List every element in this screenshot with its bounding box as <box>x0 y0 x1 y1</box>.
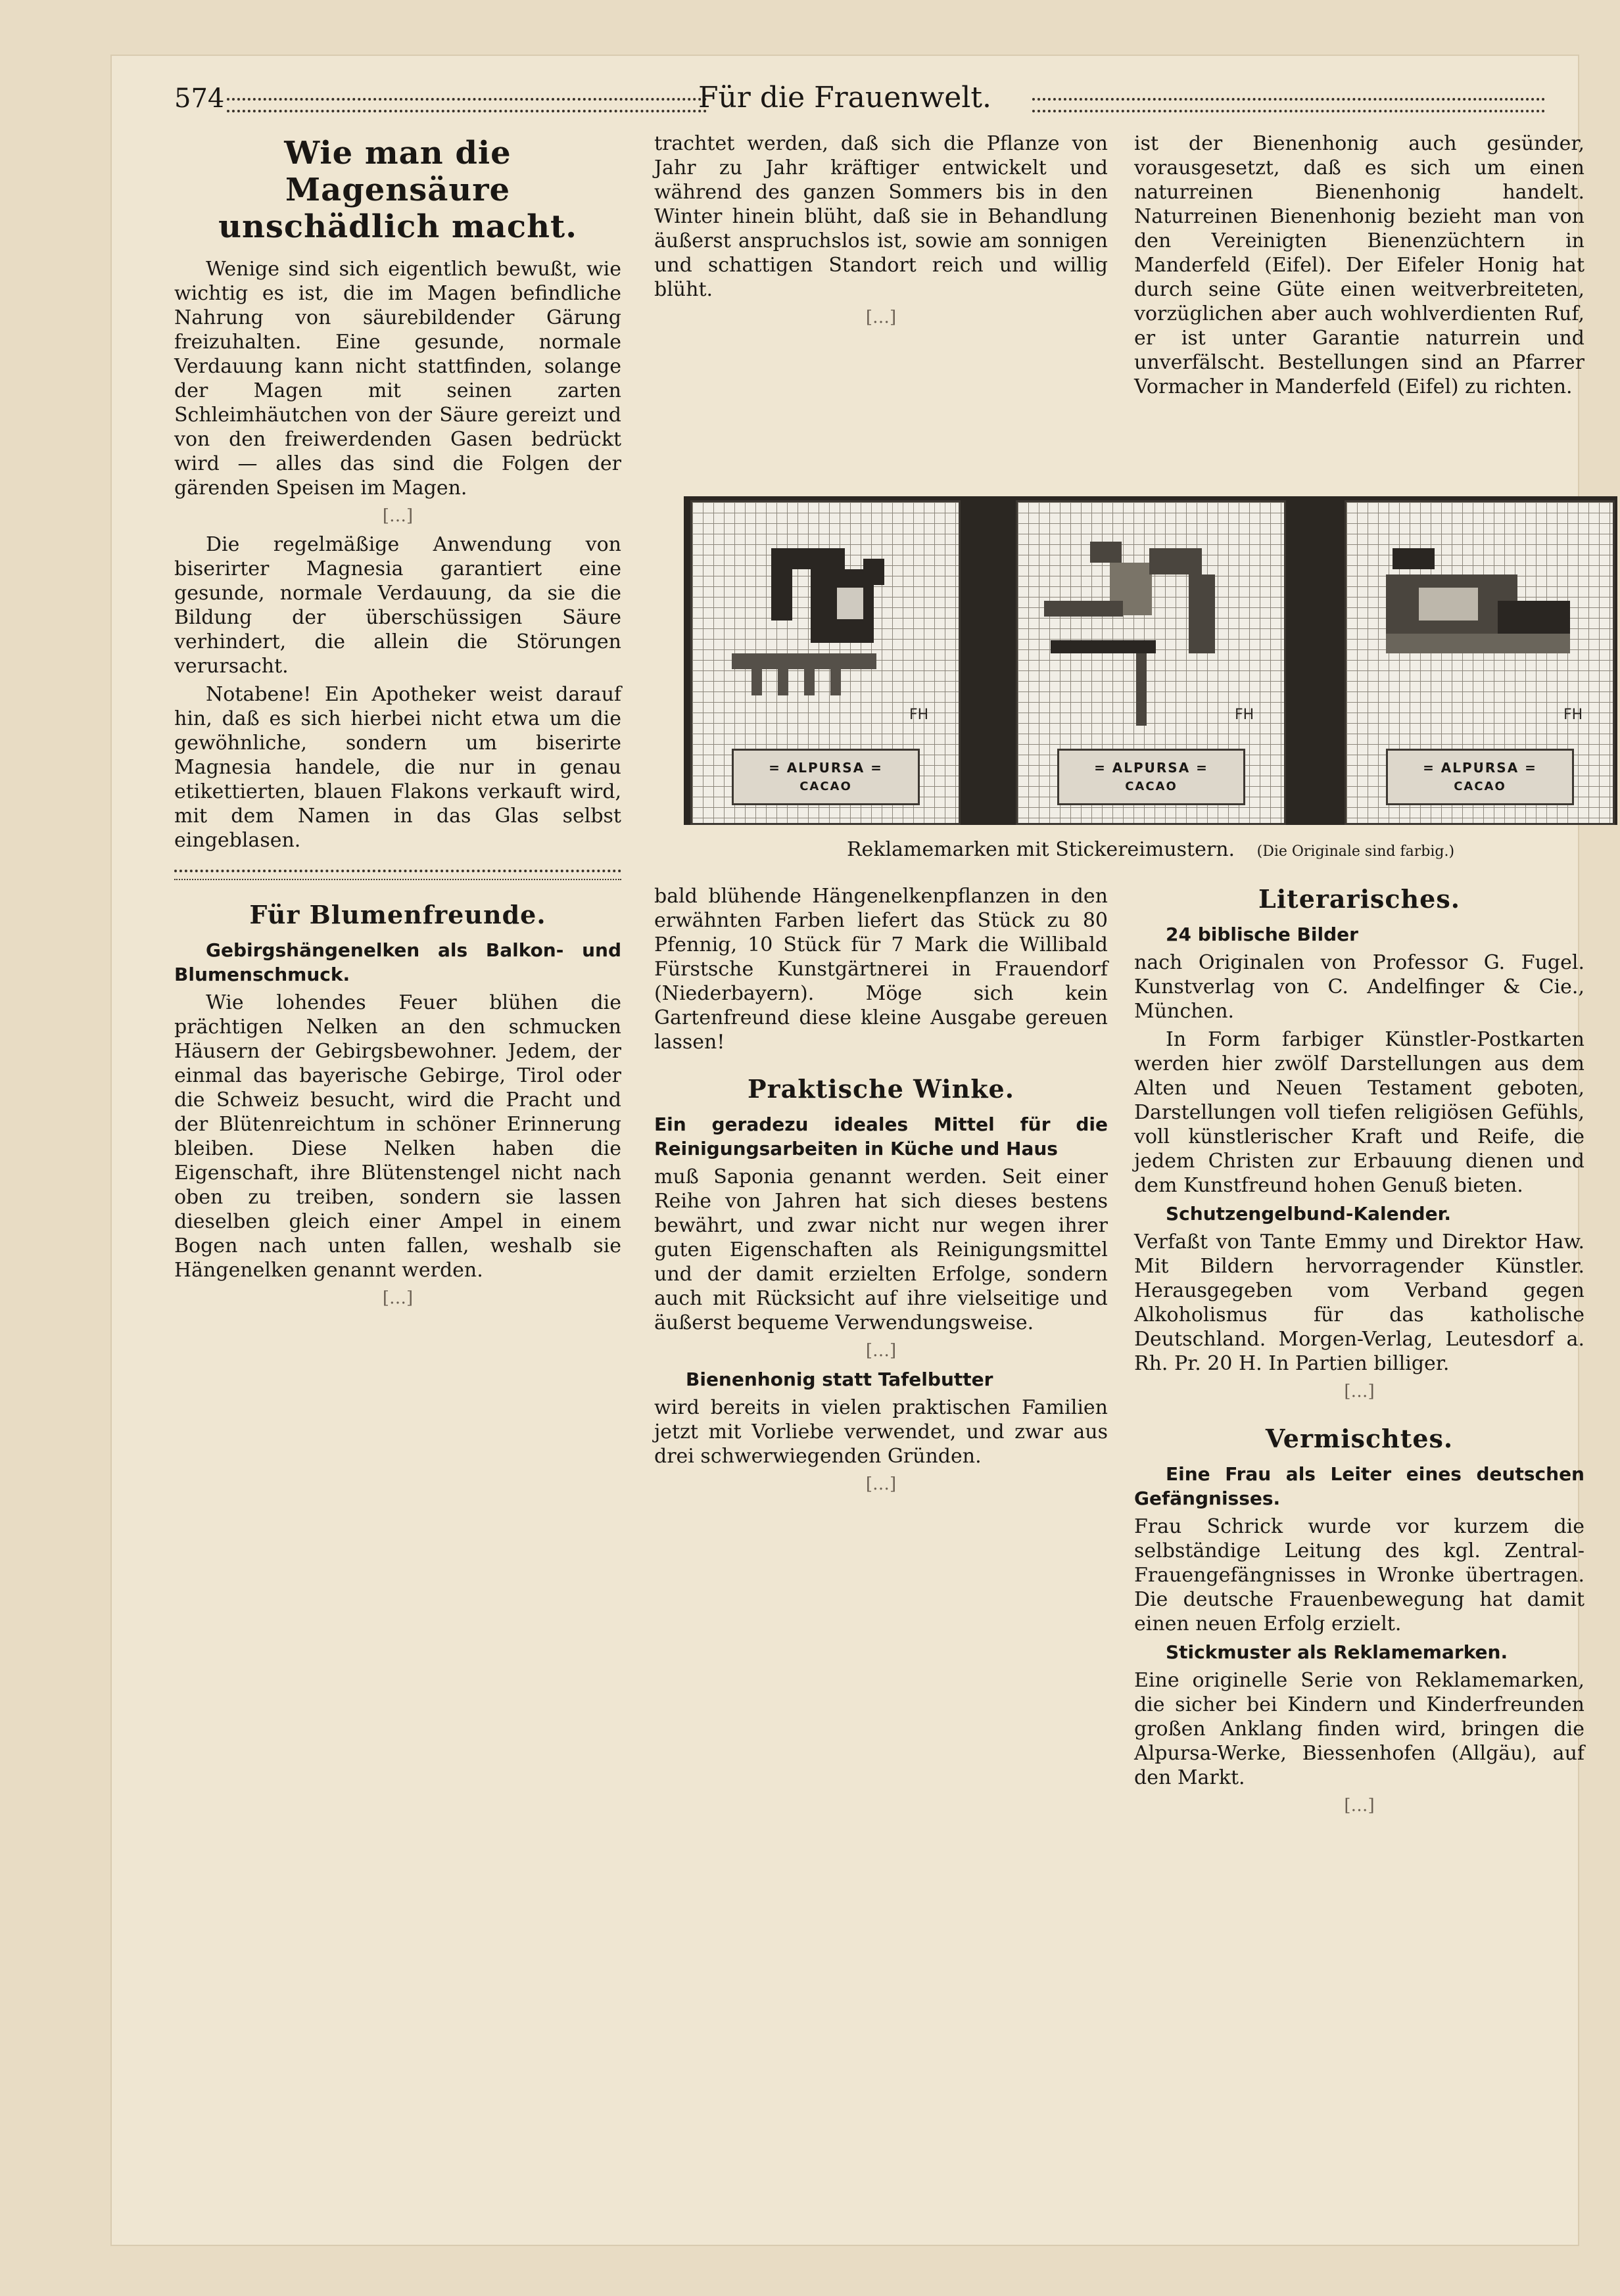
paragraph: wird bereits in vielen praktischen Familien jetzt mit Vorliebe verwendet, und zwar aus drei schwerwiegenden Gründen. <box>654 1396 1108 1468</box>
caption-note: (Die Originale sind farbig.) <box>1256 843 1455 860</box>
article-subtitle: Schutzengelbund-Kalender. <box>1166 1203 1452 1225</box>
column-2-top <box>654 131 1108 334</box>
article-title-vermischtes: Vermischtes. <box>1265 1424 1454 1453</box>
column-3-top <box>1134 131 1584 403</box>
stamp-card-squirrel <box>690 500 961 825</box>
paragraph: nach Originalen von Professor G. Fugel. Kunstverlag von C. Andelfinger & Cie., München. <box>1134 951 1584 1023</box>
article-title-blumen: Für Blumenfreunde. <box>249 900 546 929</box>
omission-marker: […] <box>382 506 414 526</box>
omission-marker: […] <box>382 1288 414 1308</box>
parrot-pattern-icon <box>1037 522 1264 739</box>
paragraph: Verfaßt von Tante Emmy und Direktor Haw. Mit Bildern hervorragender Künstler. Herausgegeben vom Verband gegen Alkoholismus für das katholische Deutschland. Morgen-Verlag, Leutesdorf a. Rh. Pr. 20 H. In Partien billiger. <box>1134 1230 1584 1375</box>
stamp-card-parrot <box>1016 500 1286 825</box>
paragraph: trachtet werden, daß sich die Pflanze von Jahr zu Jahr kräftiger entwickelt und während des ganzen Sommers bis in den Winter hinein blüht, daß sie in Behandlung äußerst anspruchslos ist, sowie am sonnigen und schattigen Standort reich und willig blüht. <box>654 132 1108 301</box>
paragraph: muß Saponia genannt werden. Seit einer Reihe von Jahren hat sich dieses bestens bewährt, und zwar nicht nur wegen ihrer guten Eigenschaften als Reinigungsmittel und der damit erzielten Erfolge, sondern auch mit Rücksicht auf ihre vielseitige und äußerst bequeme Verwendungsweise. <box>654 1165 1108 1334</box>
article-subtitle: Gebirgshängenelken als Balkon- und Blumenschmuck. <box>174 939 621 985</box>
column-3-bottom <box>1134 884 1584 1822</box>
svg-text:FH: FH <box>1563 707 1583 723</box>
article-subtitle: Bienenhonig statt Tafelbutter <box>686 1369 993 1390</box>
shoe-pattern-icon <box>1366 522 1593 739</box>
omission-marker: […] <box>865 308 897 327</box>
svg-text:FH: FH <box>1235 707 1254 723</box>
column-1 <box>174 135 621 1315</box>
alpursa-label: = ALPURSA = CACAO <box>732 749 920 805</box>
alpursa-label: = ALPURSA = CACAO <box>1386 749 1574 805</box>
omission-marker: […] <box>1344 1382 1375 1401</box>
page-header <box>112 76 1578 128</box>
caption-text: Reklamemarken mit Stickereimustern. <box>846 838 1235 861</box>
article-subtitle: 24 biblische Bilder <box>1166 924 1358 945</box>
paragraph: Wie lohendes Feuer blühen die prächtigen Nelken an den schmucken Häusern der Gebirgsbewohner. Jedem, der einmal das bayerische Gebirge, Tirol oder die Schweiz besucht, wird die Pracht und der Blütenreichtum in schöner Erinnerung bleiben. Diese Nelken haben die Eigenschaft, ihre Blütenstengel nicht nach oben zu treiben, sondern sie lassen dieselben gleich einer Ampel in einem Bogen nach unten fallen, weshalb sie Hängenelken genannt werden. <box>174 991 621 1282</box>
page-number: 574 <box>174 83 225 114</box>
running-title: Für die Frauenwelt. <box>698 81 992 114</box>
paragraph: Notabene! Ein Apotheker weist darauf hin, daß es sich hierbei nicht etwa um die gewöhnliche, sondern um biserirte Magnesia handele, die nur in genau etikettierten, blauen Flakons verkauft wird, mit dem Namen in das Glas selbst eingeblasen. <box>174 683 621 852</box>
paragraph: In Form farbiger Künstler-Postkarten werden hier zwölf Darstellungen aus dem Alten und Neuen Testament geboten, Darstellungen voll tiefen religiösen Gefühls, voll künstlerischer Kraft und Reife, die jedem Christen zur Erbauung dienen und dem Kunstfreund hohen Genuß bieten. <box>1134 1028 1584 1197</box>
article-subtitle: Eine Frau als Leiter eines deutschen Gefängnisses. <box>1134 1463 1584 1509</box>
stamp-card-shoe <box>1345 500 1615 825</box>
squirrel-pattern-icon <box>712 522 939 739</box>
omission-marker: […] <box>1344 1796 1375 1816</box>
omission-marker: […] <box>865 1341 897 1361</box>
paragraph: Frau Schrick wurde vor kurzem die selbständige Leitung des kgl. Zentral-Frauengefängnisses in Wronke übertragen. Die deutsche Frauenbewegung hat damit einen neuen Erfolg erzielt. <box>1134 1515 1584 1635</box>
ornament-right <box>1032 98 1545 112</box>
omission-marker: […] <box>865 1474 897 1494</box>
svg-text:FH: FH <box>909 707 929 723</box>
article-title-literarisches: Literarisches. <box>1258 884 1460 914</box>
article-subtitle: Ein geradezu ideales Mittel für die Reinigungsarbeiten in Küche und Haus <box>654 1113 1108 1160</box>
paragraph: Eine originelle Serie von Reklamemarken, die sicher bei Kindern und Kinderfreunden großen Anklang finden wird, bringen die Alpursa-Werke, Biessenhofen (Allgäu), auf den Markt. <box>1134 1669 1584 1789</box>
article-title-praktische-winke: Praktische Winke. <box>748 1074 1014 1104</box>
article-title-magen: Wie man die Magensäure unschädlich macht. <box>218 135 577 245</box>
column-2-bottom <box>654 884 1108 1501</box>
section-divider <box>174 870 621 880</box>
alpursa-label: = ALPURSA = CACAO <box>1057 749 1245 805</box>
article-subtitle: Stickmuster als Reklamemarken. <box>1166 1641 1508 1663</box>
paragraph: bald blühende Hängenelkenpflanzen in den erwähnten Farben liefert das Stück zu 80 Pfennig, 10 Stück für 7 Mark die Willibald Fürstsche Kunstgärtnerei in Frauendorf (Niederbayern). Möge sich kein Gartenfreund diese kleine Ausgabe gereuen lassen! <box>654 885 1108 1054</box>
figure-reklamemarken <box>684 496 1617 891</box>
figure-caption <box>684 838 1617 861</box>
paragraph: ist der Bienenhonig auch gesünder, vorausgesetzt, daß es sich um einen naturreinen Bienenhonig handelt. Naturreinen Bienenhonig bezieht man von den Vereinigten Bienenzüchtern in Manderfeld (Eifel). Der Eifeler Honig hat durch seine Güte einen weitverbreiteten, vorzüglichen aber auch wohlverdienten Ruf, er ist unter Garantie naturrein und unverfälscht. Bestellungen sind an Pfarrer Vormacher in Manderfeld (Eifel) zu richten. <box>1134 132 1584 398</box>
paragraph: Die regelmäßige Anwendung von biserirter Magnesia garantiert eine gesunde, normale Verdauung, da sie die Bildung der überschüssigen Säure verhindert, die allein die Störungen verursacht. <box>174 533 621 678</box>
newspaper-page <box>112 56 1584 2245</box>
paragraph: Wenige sind sich eigentlich bewußt, wie wichtig es ist, die im Magen befindliche Nahrung von säurebildender Gärung freizuhalten. Eine gesunde, normale Verdauung kann nicht stattfinden, solange der Magen mit seinen zarten Schleimhäutchen von der Säure gereizt und von den freiwerdenden Gasen bedrückt wird — alles das sind die Folgen der gärenden Speisen im Magen. <box>174 258 621 500</box>
